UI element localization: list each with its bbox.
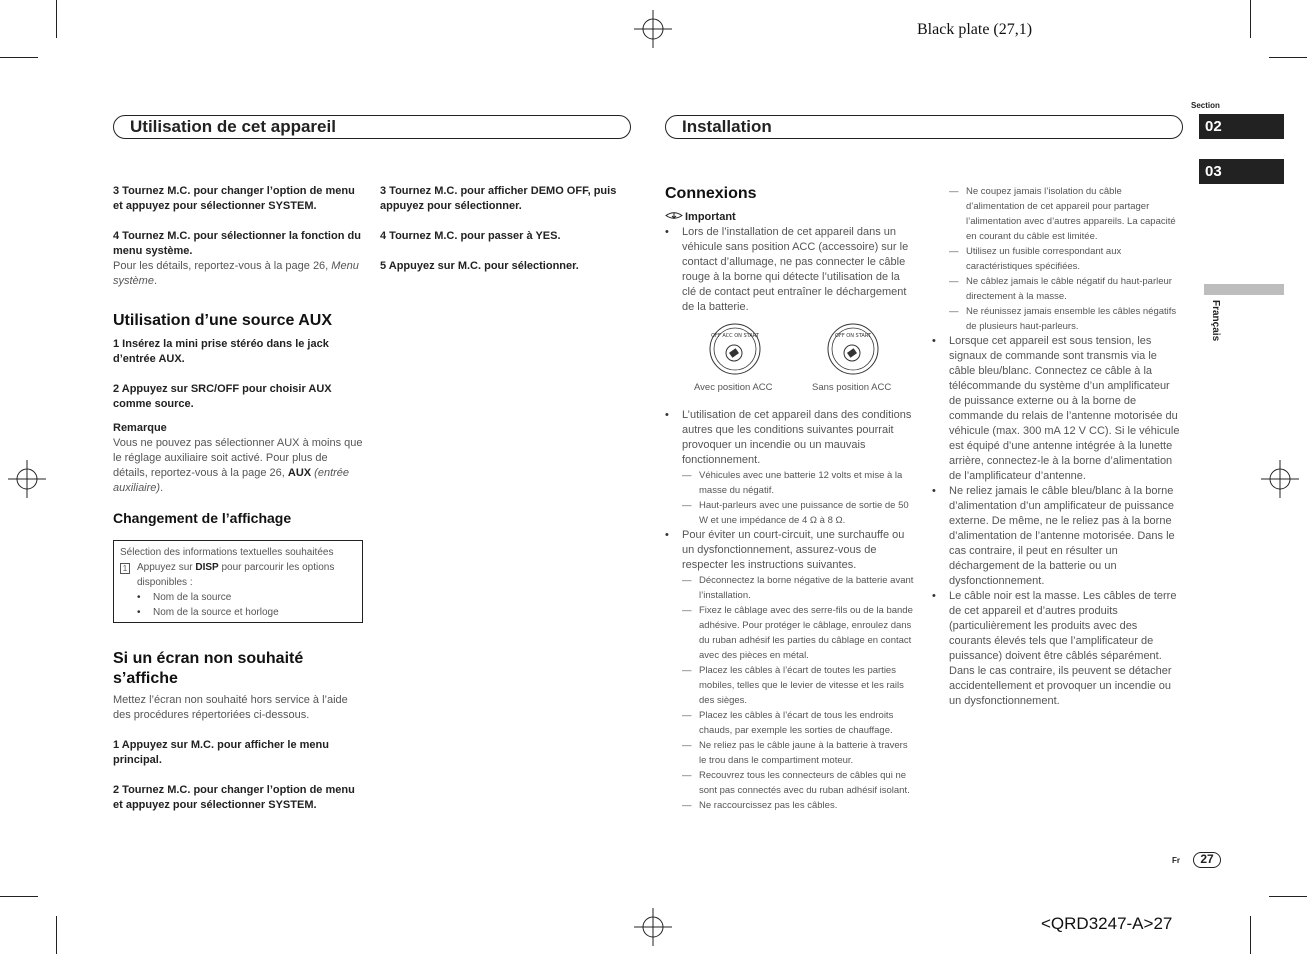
registration-mark <box>8 460 46 498</box>
column-2 <box>380 184 630 274</box>
plate-label: Black plate (27,1) <box>917 21 1033 38</box>
header-right: Installation <box>665 115 1183 139</box>
screen-text: Mettez l’écran non souhaité hors service à l’aide des procédures répertoriées ci-dessous. <box>113 694 348 721</box>
crop-mark <box>1269 57 1307 58</box>
dash-item: — Utilisez un fusible correspondant aux caractéristiques spécifiées. <box>949 244 1182 274</box>
crop-mark <box>0 57 38 58</box>
connexions-bullet-1: • Lors de l’installation de cet appareil dans un véhicule sans position ACC (accessoire) sur le contact d’allumage, ne pas connecter le câble rouge à la borne qui détecte l’utilisation de la clé de contact peut entraîner le déchargement de la batterie. <box>665 225 915 315</box>
step-3: 3 Tournez M.C. pour changer l’option de menu et appuyez pour sélectionner SYSTEM. <box>113 185 355 212</box>
aux-step-1: 1 Insérez la mini prise stéréo dans le jack d’entrée AUX. <box>113 338 329 365</box>
registration-mark <box>634 908 672 946</box>
dash-item: — Ne coupez jamais l’isolation du câble d’alimentation de cet appareil pour partager l’alimentation avec d’autres appareils. La capacité en courant du câble est limitée. <box>949 184 1182 244</box>
crop-mark <box>1250 0 1251 38</box>
remark-italic: (entrée auxiliaire) <box>113 467 350 494</box>
box-item: • Nom de la source <box>137 590 356 605</box>
remark-title: Remarque <box>113 422 167 434</box>
box-step-a: Appuyez sur <box>137 562 196 573</box>
ignition-key-icon <box>709 323 761 375</box>
page-number: 27 <box>1193 852 1221 868</box>
section-tab-03: 03 <box>1199 159 1284 184</box>
footer-lang: Fr <box>1172 856 1180 865</box>
registration-mark <box>1261 460 1299 498</box>
dash-item: — Ne réunissez jamais ensemble les câbles négatifs de plusieurs haut-parleurs. <box>949 304 1182 334</box>
ignition-figures <box>665 315 915 400</box>
note-link: Menu système <box>113 260 359 287</box>
step-5-select: 5 Appuyez sur M.C. pour sélectionner. <box>380 260 579 272</box>
dash-item: — Haut-parleurs avec une puissance de sortie de 50 W et une impédance de 4 Ω à 8 Ω. <box>682 498 915 528</box>
ignition-label: OFF ACC ON START <box>711 333 759 339</box>
crop-mark <box>1250 916 1251 954</box>
info-box <box>113 540 363 623</box>
box-step <box>120 560 356 590</box>
dash-item: — Ne câblez jamais le câble négatif du haut-parleur directement à la masse. <box>949 274 1182 304</box>
crop-mark <box>1269 896 1307 897</box>
aux-step-2: 2 Appuyez sur SRC/OFF pour choisir AUX comme source. <box>113 383 332 410</box>
screen-step-1: 1 Appuyez sur M.C. pour afficher le menu principal. <box>113 739 329 766</box>
display-title: Changement de l’affichage <box>113 510 292 526</box>
box-step-number: 1 <box>120 563 130 574</box>
ignition-key-icon <box>827 323 879 375</box>
dash-item: — Placez les câbles à l’écart de tous les endroits chauds, par exemple les sorties de chauffage. <box>682 708 915 738</box>
dash-item: — Déconnectez la borne négative de la batterie avant l’installation. <box>682 573 915 603</box>
crop-mark <box>0 896 38 897</box>
remark-a: Vous ne pouvez pas sélectionner AUX à moins que le réglage auxiliaire soit activé. Pour plus de détails, reportez-vous à la page 26, <box>113 437 363 479</box>
dash-item: — Fixez le câblage avec des serre-fils ou de la bande adhésive. Pour protéger le câblage, enroulez dans du ruban adhésif les parties du câblage en contact avec des pièces en métal. <box>682 603 915 663</box>
job-code: <QRD3247-A>27 <box>1041 914 1173 933</box>
connexions-bullet-4: • Lorsque cet appareil est sous tension, les signaux de commande sont transmis via le câble bleu/blanc. Connectez ce câble à la télécommande du système d’un amplificateur de puissance externe ou à la borne de commande du relais de l’antenne motorisée du véhicule (max. 300 mA 12 V CC). Si le véhicule est équipé d’une antenne intégrée à la lunette arrière, connectez-le à la borne d’alimentation de l’amplificateur d’antenne. <box>932 334 1182 484</box>
section-label: Section <box>1191 101 1220 110</box>
note-text: Pour les détails, reportez-vous à la page 26, <box>113 260 332 272</box>
remark-text <box>113 436 363 496</box>
important-icon <box>665 210 683 221</box>
box-title: Sélection des informations textuelles souhaitées <box>120 547 334 558</box>
connexions-bullet-6: • Le câble noir est la masse. Les câbles de terre de cet appareil et d’autres produits (particulièrement les produits avec des courants élevés tels que l’amplificateur de puissance) doivent être câblés séparément. Dans le cas contraire, ils peuvent se détacher accidentellement et provoquer un incendie ou un dysfonctionnement. <box>932 589 1182 709</box>
dash-item: — Véhicules avec une batterie 12 volts et mise à la masse du négatif. <box>682 468 915 498</box>
important-label <box>665 210 915 225</box>
language-label: Français <box>1210 300 1221 342</box>
dash-item: — Ne reliez pas le câble jaune à la batterie à travers le trou dans le compartiment moteur. <box>682 738 915 768</box>
step-3-demo: 3 Tournez M.C. pour afficher DEMO OFF, puis appuyez pour sélectionner. <box>380 185 617 212</box>
caption-no-acc: Sans position ACC <box>812 382 892 393</box>
box-step-b: pour parcourir les options disponibles : <box>137 562 335 588</box>
column-4 <box>932 184 1182 709</box>
dash-item: — Ne raccourcissez pas les câbles. <box>682 798 915 813</box>
connexions-bullet-5: • Ne reliez jamais le câble bleu/blanc à la borne d’alimentation d’un amplificateur de puissance externe. De même, ne le reliez pas à la borne d’alimentation de l’antenne motorisée. Dans le cas contraire, il peut en résulter un déchargement de la batterie ou un dysfonctionnement. <box>932 484 1182 589</box>
column-3 <box>665 184 915 813</box>
box-step-bold: DISP <box>195 562 219 573</box>
ignition-label: OFF ON START <box>835 333 871 339</box>
step-4: 4 Tournez M.C. pour sélectionner la fonction du menu système. <box>113 230 361 257</box>
crop-mark <box>56 0 57 38</box>
connexions-bullet-2: • L’utilisation de cet appareil dans des conditions autres que les conditions suivantes pourrait provoquer un incendie ou un mauvais fonctionnement. <box>665 408 915 468</box>
dash-item: — Placez les câbles à l’écart de toutes les parties mobiles, telles que le levier de vitesse et les rails des sièges. <box>682 663 915 708</box>
step-4-note <box>113 259 363 289</box>
registration-mark <box>634 10 672 48</box>
dash-item: — Recouvrez tous les connecteurs de câbles qui ne sont pas connectés avec du ruban adhésif isolant. <box>682 768 915 798</box>
header-left: Utilisation de cet appareil <box>113 115 631 139</box>
note-end: . <box>153 275 158 287</box>
step-4-yes: 4 Tournez M.C. pour passer à YES. <box>380 230 561 242</box>
section-tab-02: 02 <box>1199 114 1284 139</box>
remark-bold: AUX <box>287 467 312 479</box>
crop-mark <box>56 916 57 954</box>
aux-title: Utilisation d’une source AUX <box>113 312 332 329</box>
column-1 <box>113 184 363 813</box>
connexions-bullet-3: • Pour éviter un court-circuit, une surchauffe ou un dysfonctionnement, assurez-vous de respecter les instructions suivantes. <box>665 528 915 573</box>
caption-acc: Avec position ACC <box>694 382 773 393</box>
remark-end: . <box>160 482 164 494</box>
important-text: Important <box>685 211 736 223</box>
box-item: • Nom de la source et horloge <box>137 605 356 620</box>
screen-step-2: 2 Tournez M.C. pour changer l’option de menu et appuyez pour sélectionner SYSTEM. <box>113 784 355 811</box>
connexions-title: Connexions <box>665 185 757 202</box>
screen-title: Si un écran non souhaité s’affiche <box>113 650 304 687</box>
language-bar <box>1204 284 1284 295</box>
